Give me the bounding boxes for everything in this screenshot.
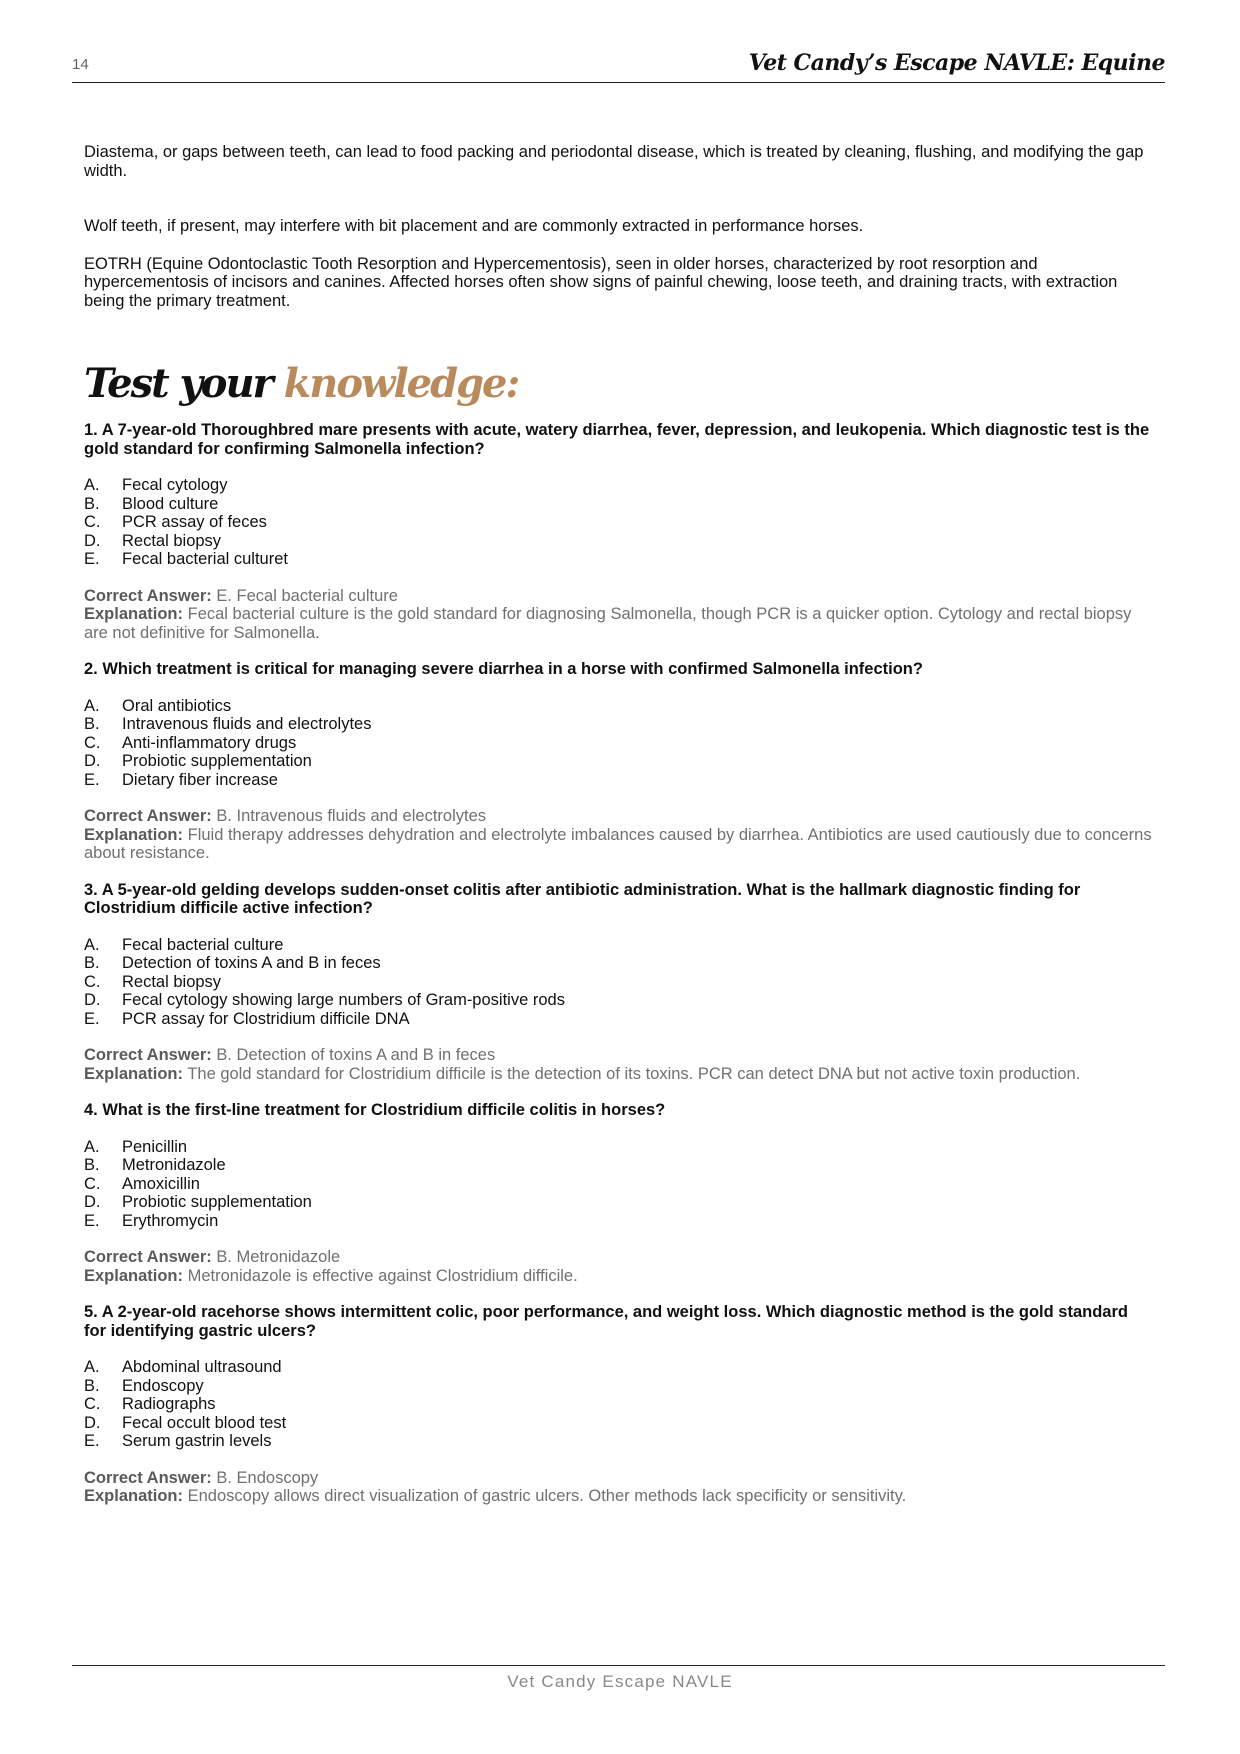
question-block (84, 881, 1152, 1084)
correct-answer-line (84, 1046, 1152, 1065)
option-text: Probiotic supplementation (122, 752, 312, 770)
option-item (84, 991, 1152, 1010)
question-list (84, 421, 1152, 1506)
section-title (84, 362, 1152, 406)
option-text: Dietary fiber increase (122, 770, 278, 789)
answer-block (84, 807, 1152, 863)
explanation-label: Explanation: (84, 605, 184, 623)
option-item (84, 1212, 1152, 1231)
explanation-line (84, 1267, 1152, 1286)
option-text: Endoscopy (122, 1376, 204, 1395)
option-letter: D. (84, 991, 101, 1009)
correct-answer-line (84, 587, 1152, 606)
option-text: Fecal bacterial culturet (122, 550, 288, 568)
option-letter: D. (84, 1413, 101, 1432)
option-text: Rectal biopsy (122, 531, 222, 550)
option-text: PCR assay for Clostridium difficile DNA (122, 1009, 410, 1028)
correct-answer-line (84, 1248, 1152, 1267)
option-item (84, 954, 1152, 973)
option-item (84, 495, 1152, 514)
answer-block (84, 1469, 1152, 1506)
explanation-text: Fecal bacterial culture is the gold standard for diagnosing Salmonella, though PCR is a quicker option. Cytology and rectal biopsy are not definitive for Salmonella. (84, 605, 1132, 642)
option-letter: A. (84, 935, 100, 954)
option-text: Oral antibiotics (122, 696, 232, 715)
question-block (84, 421, 1152, 642)
option-letter: B. (84, 715, 100, 733)
page-content (84, 143, 1152, 1524)
option-letter: B. (84, 1376, 100, 1395)
question-block (84, 1101, 1152, 1285)
option-letter: E. (84, 1009, 100, 1028)
option-letter: A. (84, 696, 100, 715)
option-list (84, 936, 1152, 1029)
option-text: Fecal occult blood test (122, 1413, 287, 1432)
footer-divider (72, 1665, 1165, 1666)
option-letter: D. (84, 752, 101, 770)
page-number: 14 (72, 56, 89, 73)
correct-answer-label: Correct Answer: (84, 1248, 212, 1266)
option-item (84, 550, 1152, 569)
correct-answer-label: Correct Answer: (84, 586, 212, 605)
option-list (84, 476, 1152, 569)
explanation-label: Explanation: (84, 1266, 184, 1285)
header-divider (72, 82, 1165, 83)
explanation-label: Explanation: (84, 1064, 184, 1083)
explanation-label: Explanation: (84, 825, 184, 844)
option-letter: D. (84, 531, 101, 550)
option-text: Metronidazole (122, 1156, 226, 1174)
explanation-text: Fluid therapy addresses dehydration and electrolyte imbalances caused by diarrhea. Antibiotics are used cautiously due to concerns about resistance. (84, 825, 1152, 862)
option-item (84, 1377, 1152, 1396)
explanation-text: Endoscopy allows direct visualization of gastric ulcers. Other methods lack specificity or sensitivity. (187, 1487, 907, 1505)
option-item (84, 771, 1152, 790)
explanation-line (84, 1487, 1152, 1506)
option-letter: E. (84, 770, 100, 789)
option-letter: D. (84, 1193, 101, 1211)
option-item (84, 734, 1152, 753)
correct-answer-value: E. Fecal bacterial culture (216, 586, 398, 605)
answer-block (84, 1046, 1152, 1083)
option-item (84, 1432, 1152, 1451)
option-letter: E. (84, 1432, 100, 1450)
intro-paragraph-diastema: Diastema, or gaps between teeth, can lead to food packing and periodontal disease, which is treated by cleaning, flushing, and modifying the gap width. (84, 143, 1144, 180)
option-letter: C. (84, 972, 101, 991)
question-text: 3. A 5-year-old gelding develops sudden-onset colitis after antibiotic administration. What is the hallmark diagnostic finding for Clostridium difficile active infection? (84, 880, 1081, 917)
option-item (84, 715, 1152, 734)
correct-answer-value: B. Endoscopy (216, 1468, 319, 1487)
option-letter: E. (84, 550, 100, 568)
explanation-line (84, 826, 1152, 863)
intro-paragraph-wolf-teeth: Wolf teeth, if present, may interfere with bit placement and are commonly extracted in performance horses. (84, 217, 864, 235)
option-item (84, 752, 1152, 771)
option-list (84, 697, 1152, 790)
section-title-accent: knowledge: (283, 360, 519, 407)
running-title: Vet Candy’s Escape NAVLE: Equine (748, 50, 1165, 76)
question-text: 2. Which treatment is critical for managing severe diarrhea in a horse with confirmed Salmonella infection? (84, 660, 923, 678)
option-letter: C. (84, 1174, 101, 1193)
option-item (84, 476, 1152, 495)
option-text: Blood culture (122, 494, 219, 513)
option-item (84, 1414, 1152, 1433)
option-letter: B. (84, 1156, 100, 1174)
question-text: 5. A 2-year-old racehorse shows intermittent colic, poor performance, and weight loss. Which diagnostic method is the gold standard for identifying gastric ulcers? (84, 1303, 1128, 1340)
option-text: Intravenous fluids and electrolytes (122, 715, 372, 733)
section-title-plain: Test your (84, 360, 272, 407)
option-item (84, 1156, 1152, 1175)
option-item (84, 1193, 1152, 1212)
option-item (84, 973, 1152, 992)
option-letter: E. (84, 1211, 100, 1230)
explanation-text: The gold standard for Clostridium difficile is the detection of its toxins. PCR can detect DNA but not active toxin production. (187, 1064, 1081, 1083)
option-text: Probiotic supplementation (122, 1193, 312, 1211)
intro-paragraph-eotrh: EOTRH (Equine Odontoclastic Tooth Resorption and Hypercementosis), seen in older horses, characterized by root resorption and hypercementosis of incisors and canines. Affected horses often show signs of painful chewing, loose teeth, and draining tracts, with extraction being the primary treatment. (84, 254, 1118, 310)
explanation-line (84, 605, 1152, 642)
option-list (84, 1358, 1152, 1451)
explanation-text: Metronidazole is effective against Clostridium difficile. (187, 1266, 578, 1285)
option-text: Penicillin (122, 1137, 188, 1156)
option-item (84, 1010, 1152, 1029)
option-letter: B. (84, 954, 100, 972)
option-item (84, 1395, 1152, 1414)
option-text: Fecal cytology showing large numbers of Gram-positive rods (122, 991, 565, 1009)
question-text: 4. What is the first-line treatment for Clostridium difficile colitis in horses? (84, 1101, 666, 1119)
question-block (84, 660, 1152, 863)
option-text: PCR assay of feces (122, 513, 267, 531)
footer-text: Vet Candy Escape NAVLE (507, 1672, 733, 1691)
correct-answer-label: Correct Answer: (84, 1468, 212, 1487)
option-letter: C. (84, 733, 101, 752)
option-letter: A. (84, 476, 100, 494)
correct-answer-line (84, 1469, 1152, 1488)
option-text: Fecal cytology (122, 476, 228, 494)
option-text: Anti-inflammatory drugs (122, 733, 297, 752)
correct-answer-line (84, 807, 1152, 826)
option-letter: B. (84, 494, 100, 513)
option-text: Detection of toxins A and B in feces (122, 954, 381, 972)
option-text: Rectal biopsy (122, 972, 222, 991)
option-letter: A. (84, 1137, 100, 1156)
correct-answer-value: B. Metronidazole (216, 1248, 341, 1266)
correct-answer-value: B. Detection of toxins A and B in feces (216, 1046, 496, 1064)
explanation-label: Explanation: (84, 1487, 184, 1505)
option-item (84, 532, 1152, 551)
correct-answer-label: Correct Answer: (84, 1046, 212, 1064)
option-item (84, 513, 1152, 532)
answer-block (84, 587, 1152, 643)
option-item (84, 1358, 1152, 1377)
question-block (84, 1303, 1152, 1506)
option-item (84, 936, 1152, 955)
option-item (84, 1175, 1152, 1194)
option-text: Erythromycin (122, 1211, 219, 1230)
option-text: Amoxicillin (122, 1174, 200, 1193)
option-item (84, 697, 1152, 716)
option-item (84, 1138, 1152, 1157)
option-letter: A. (84, 1358, 100, 1376)
option-text: Radiographs (122, 1395, 216, 1413)
explanation-line (84, 1065, 1152, 1084)
option-list (84, 1138, 1152, 1231)
option-text: Abdominal ultrasound (122, 1358, 282, 1376)
option-letter: C. (84, 1395, 101, 1413)
question-text: 1. A 7-year-old Thoroughbred mare presents with acute, watery diarrhea, fever, depression, and leukopenia. Which diagnostic test is the gold standard for confirming Salmonella infection? (84, 421, 1150, 458)
answer-block (84, 1248, 1152, 1285)
option-text: Fecal bacterial culture (122, 935, 284, 954)
option-letter: C. (84, 513, 101, 531)
correct-answer-value: B. Intravenous fluids and electrolytes (216, 807, 487, 825)
option-text: Serum gastrin levels (122, 1432, 272, 1450)
correct-answer-label: Correct Answer: (84, 807, 212, 825)
